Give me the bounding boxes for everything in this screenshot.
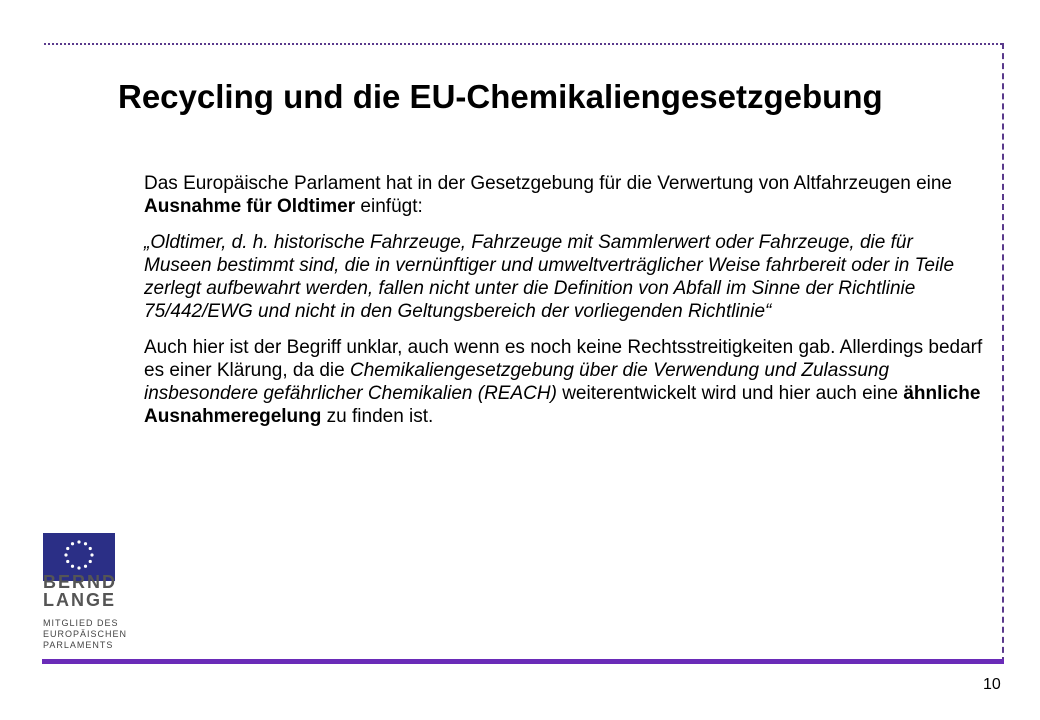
eu-star-icon [66,547,69,550]
slide-title: Recycling und die EU-Chemikaliengesetzgebung [118,78,883,115]
paragraph-reach-italic: Chemikaliengesetzgebung über die Verwendung und Zulassung insbesondere gefährlicher Chemikalien (REACH) [144,360,890,404]
slide-body [144,172,984,441]
eu-star-icon [77,566,80,569]
quote-text: „Oldtimer, d. h. historische Fahrzeuge, Fahrzeuge mit Sammlerwert oder Fahrzeuge, die für Museen bestimmt sind, die in vernünftiger und umweltverträglicher Weise fahrbereit oder in Teile zerlegt aufbewahrt werden, fallen nicht unter die Definition von Abfall im Sinne der Richtlinie 75/442/EWG und nicht in den Geltungsbereich der vorliegenden Richtlinie“ [144,232,955,322]
eu-star-icon [71,565,74,568]
paragraph-reach-bold: ähnliche Ausnahmeregelung [144,383,981,427]
logo-sub-line1: MITGLIED DES [43,618,119,628]
bottom-accent-bar [42,659,1004,664]
paragraph-intro-end: einfügt: [355,196,423,217]
paragraph-intro [144,172,984,218]
right-dashed-border [1002,43,1004,663]
paragraph-reach-end: zu finden ist. [321,406,434,427]
page-number: 10 [983,676,1001,693]
eu-star-icon [84,565,87,568]
paragraph-reach-middle: weiterentwickelt wird und hier auch eine [556,383,904,404]
eu-star-icon [71,542,74,545]
eu-star-icon [90,553,93,556]
top-dotted-border [44,43,1002,45]
eu-star-icon [84,542,87,545]
logo-name-line1: BERND [43,572,118,592]
logo-subtitle [43,618,127,651]
eu-star-icon [64,553,67,556]
eu-star-icon [66,560,69,563]
paragraph-quote [144,231,984,323]
paragraph-intro-text: Das Europäische Parlament hat in der Gesetzgebung für die Verwertung von Altfahrzeugen eine [144,173,953,194]
eu-star-icon [89,560,92,563]
paragraph-reach [144,336,984,428]
logo-name [43,573,117,609]
paragraph-reach-text: Auch hier ist der Begriff unklar, auch wenn es noch keine Rechtsstreitigkeiten gab. Allerdings bedarf es einer Klärung, da die [144,337,983,381]
paragraph-intro-bold: Ausnahme für Oldtimer [144,196,356,217]
logo-sub-line3: PARLAMENTS [43,640,114,650]
eu-star-icon [89,547,92,550]
logo-name-line2: LANGE [43,590,116,610]
logo-sub-line2: EUROPÄISCHEN [43,629,128,639]
eu-star-icon [77,540,80,543]
